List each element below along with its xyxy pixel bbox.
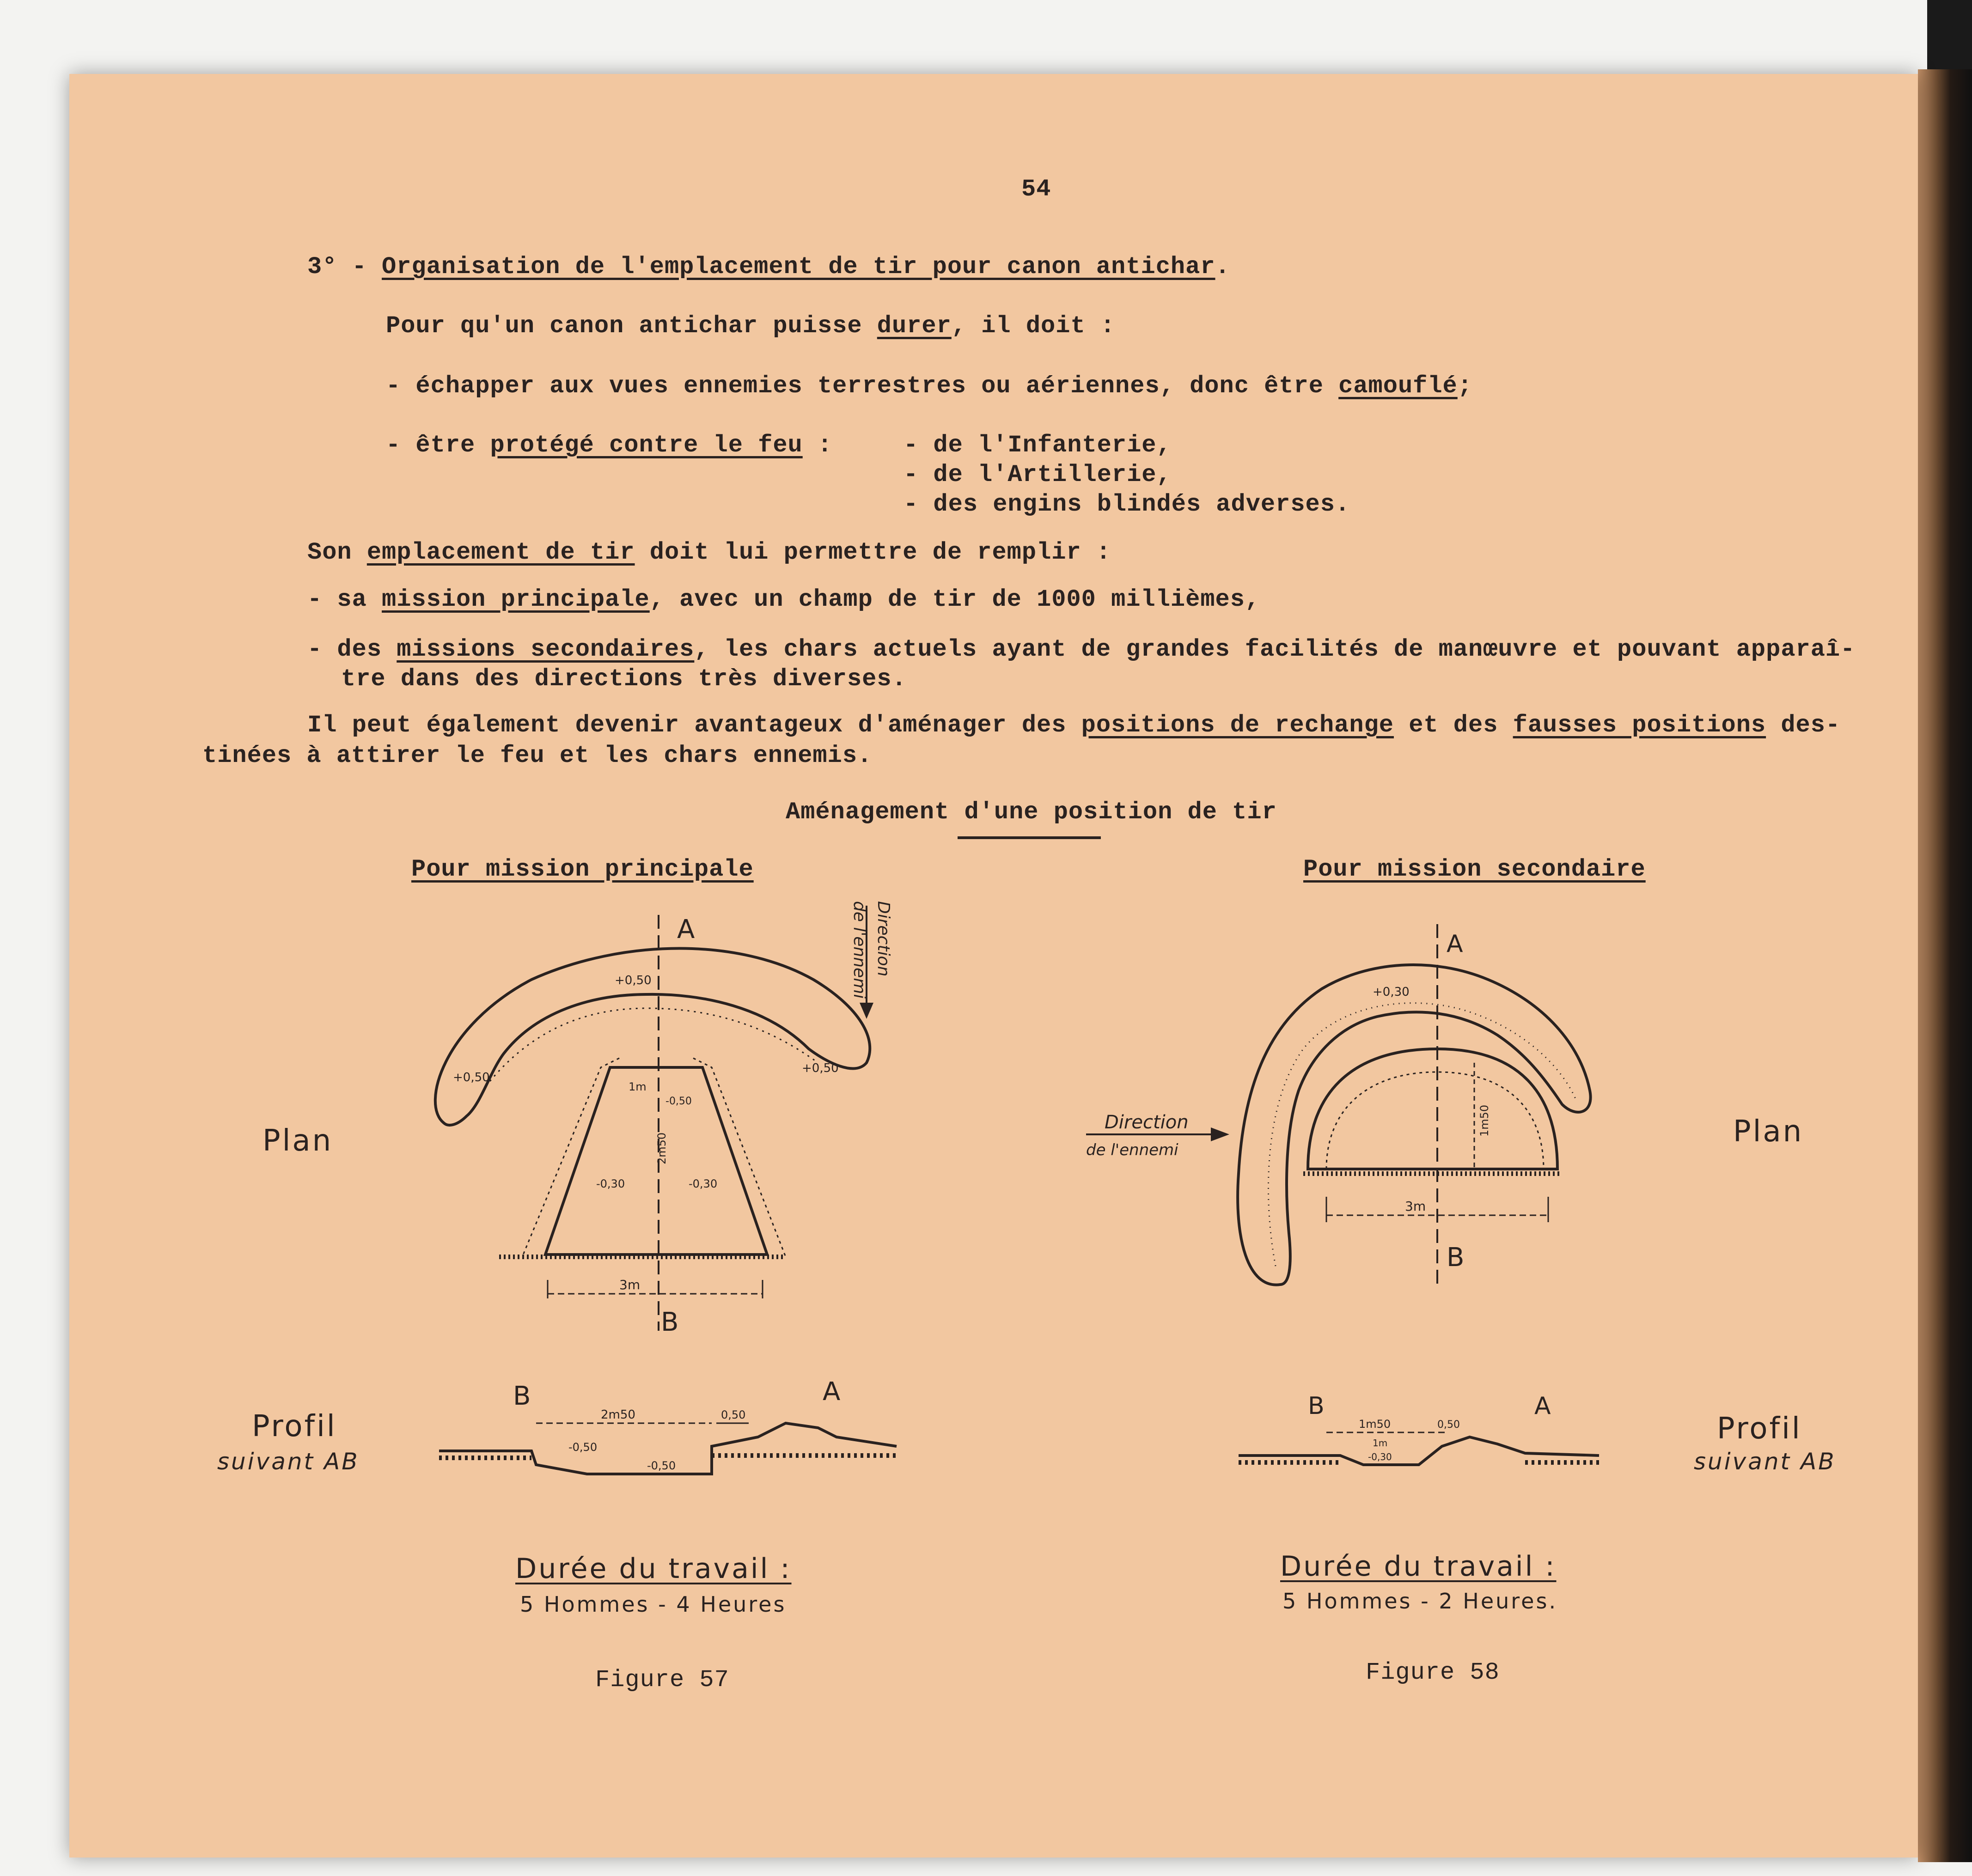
fig57-profile-depth1: -0,50 [568,1441,598,1454]
fig57-caption: Figure 57 [595,1666,729,1693]
subitem-artillerie: - de l'Artillerie, [904,461,1172,488]
section-heading [307,253,1230,280]
paragraph-positions-line2: tinées à attirer le feu et les chars ennemis. [202,742,873,769]
fig57-plan-label: Plan [263,1124,333,1158]
fig58-profile-050: 0,50 [1437,1419,1460,1431]
fig58-profil-label: Profil [1717,1412,1802,1446]
fig57-duree-value: 5 Hommes - 4 Heures [520,1592,787,1617]
list-item-missions-secondaires [307,636,1855,663]
fig57-direction-line2: de l'ennemi [850,901,869,999]
item4-prefix: - des [307,636,397,663]
book-spine [1918,69,1972,1862]
fig57-profil-sub: suivant AB [217,1448,360,1475]
intro-suffix: , il doit : [951,312,1116,340]
fig57-dim-left-depth: -0,30 [596,1177,625,1190]
fig58-profile-b: B [1308,1392,1325,1420]
fig58-duree-value: 5 Hommes - 2 Heures. [1282,1589,1558,1614]
fig57-dim-3m: 3m [619,1277,641,1292]
section-number: 3° - [307,253,367,280]
fig58-profile-depth: -0,30 [1368,1451,1392,1462]
intro-emphasis: durer [877,312,952,340]
fig58-label-b: B [1447,1243,1465,1273]
item3-prefix: - sa [307,586,382,613]
fig57-plan-drawing [416,887,924,1349]
fig57-dim-2m50: 2m50 [655,1132,668,1164]
fig58-dim-3m: 3m [1405,1199,1426,1214]
item2-prefix: - être [386,432,490,459]
fig58-profile-drawing [1229,1391,1608,1497]
paragraph-positions [307,712,1840,739]
fig58-direction-line1: Direction [1105,1112,1189,1133]
fig57-profil-label: Profil [252,1409,337,1444]
fig58-dim-1m50: 1m50 [1478,1104,1491,1137]
fig57-dim-right-depth: -0,30 [689,1177,718,1190]
fig58-profile-1m50: 1m50 [1359,1418,1391,1431]
fig58-caption: Figure 58 [1366,1659,1500,1686]
fig57-profile-depth2: -0,50 [647,1459,676,1472]
diagram-heading: Aménagement d'une position de tir [786,798,1277,826]
fig58-direction-line2: de l'ennemi [1086,1141,1178,1159]
fig57-duree-label: Durée du travail : [515,1553,792,1585]
fig58-dim-top: +0,30 [1373,985,1410,999]
fig58-subtitle: Pour mission secondaire [1303,856,1646,883]
diagram-heading-rule [958,836,1101,839]
section-title: Organisation de l'emplacement de tir pour canon antichar [382,253,1215,280]
fig57-dim-left: +0,50 [453,1071,490,1084]
subitem-infanterie: - de l'Infanterie, [904,432,1172,459]
fig57-dim-depth: -0,50 [665,1096,692,1107]
item3-suffix: , avec un champ de tir de 1000 millièmes, [649,586,1260,613]
para2-suffix: doit lui permettre de remplir : [635,539,1111,566]
fig57-profile-2m50: 2m50 [601,1408,635,1422]
fig57-dim-top: +0,50 [615,974,652,987]
para3-emphasis2: fausses positions [1513,712,1766,739]
item4-emphasis: missions secondaires [397,636,695,663]
fig57-dim-1m: 1m [629,1080,647,1093]
para3-part2: et des [1393,712,1513,739]
fig58-label-a: A [1447,930,1463,958]
item2-emphasis: protégé contre le feu [490,432,803,459]
paragraph-emplacement [307,539,1111,566]
fig57-profile-b: B [513,1382,531,1411]
para3-part1: Il peut également devenir avantageux d'aménager des [307,712,1081,739]
fig58-plan-drawing [1081,915,1728,1331]
subitem-engins: - des engins blindés adverses. [904,491,1350,518]
list-item-missions-secondaires-line2: tre dans des directions très diverses. [341,665,907,693]
fig57-profile-a: A [823,1382,841,1407]
item2-suffix: : [802,432,833,459]
fig58-plan-label: Plan [1733,1115,1804,1149]
list-item-protection [386,432,832,459]
item4-suffix: , les chars actuels ayant de grandes facilités de manœuvre et pouvant apparaî- [694,636,1856,663]
intro-prefix: Pour qu'un canon antichar puisse [386,312,877,340]
fig58-duree-label: Durée du travail : [1280,1550,1557,1583]
section-period: . [1215,253,1230,280]
fig58-profile-a: A [1534,1392,1551,1420]
fig57-profile-drawing [434,1382,906,1502]
item1-prefix: - échapper aux vues ennemies terrestres ou aériennes, donc être [386,372,1339,400]
fig57-subtitle: Pour mission principale [411,856,754,883]
para2-prefix: Son [307,539,367,566]
item1-suffix: ; [1457,372,1472,400]
fig58-profil-sub: suivant AB [1694,1448,1836,1475]
para2-emphasis: emplacement de tir [366,539,635,566]
fig57-direction-line1: Direction [874,901,893,977]
item3-emphasis: mission principale [382,586,650,613]
para3-emphasis1: positions de rechange [1081,712,1394,739]
book-edge-top [1927,0,1972,74]
item1-emphasis: camouflé [1338,372,1458,400]
intro-paragraph [386,312,1115,340]
list-item-camouflage [386,372,1472,400]
fig57-dim-right: +0,50 [802,1061,839,1075]
fig58-profile-1m: 1m [1373,1437,1388,1449]
list-item-mission-principale [307,586,1260,613]
fig57-label-a: A [677,914,695,944]
para3-part3: des- [1766,712,1841,739]
fig57-profile-050: 0,50 [721,1408,746,1421]
fig57-label-b: B [661,1307,679,1337]
page-number: 54 [1021,176,1051,203]
